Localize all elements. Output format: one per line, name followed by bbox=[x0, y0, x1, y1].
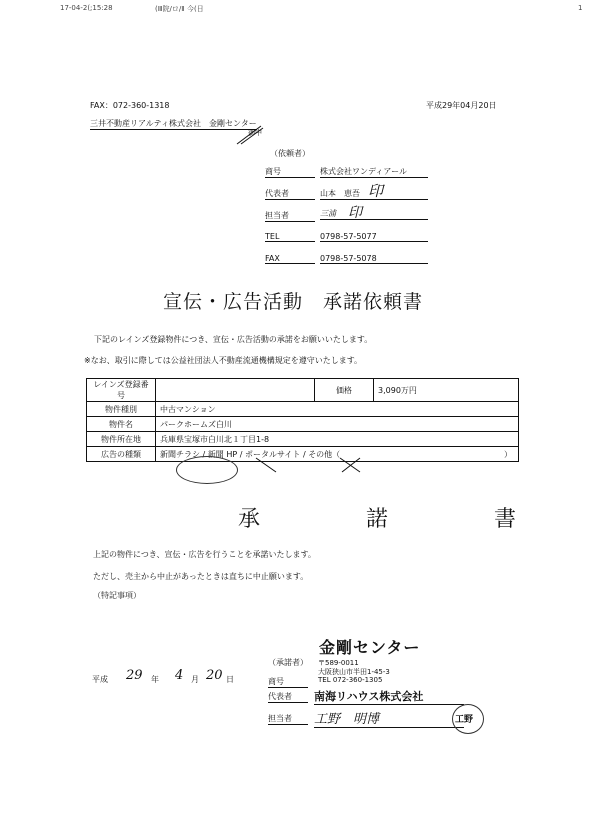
approver-heading: （承諾者） bbox=[268, 658, 308, 667]
table-row bbox=[87, 432, 519, 447]
table-row bbox=[87, 379, 519, 402]
fax-timestamp: 17-04-2(;15:28 bbox=[60, 4, 113, 12]
approval-date-year-unit: 年 bbox=[151, 675, 159, 684]
property-address-value: 兵庫県宝塚市白川北１丁目1-8 bbox=[156, 432, 519, 447]
property-table bbox=[86, 378, 519, 462]
approver-office: 金剛センター bbox=[319, 638, 421, 657]
approval-date-day: 20 bbox=[206, 668, 223, 683]
property-type-label: 物件種別 bbox=[87, 402, 156, 417]
requester-rep-seal: 印 bbox=[368, 182, 384, 200]
table-row bbox=[87, 417, 519, 432]
ad-option-other: その他（ bbox=[308, 449, 341, 459]
approver-trade-label: 商号 bbox=[268, 676, 308, 688]
property-type-value: 中古マンション bbox=[156, 402, 519, 417]
request-paragraph-2: ※なお、取引に際しては公益社団法人不動産流通機構規定を遵守いたします。 bbox=[84, 356, 363, 365]
approval-paragraph-1: 上記の物件につき、宣伝・広告を行うことを承諾いたします。 bbox=[93, 550, 316, 559]
fax-sender: (Ⅲ院/ロ/Ⅱ 今(日 bbox=[155, 5, 204, 13]
ad-option-newspaper: 新聞 bbox=[207, 449, 224, 459]
requester-rep-value: 山本 恵吾 bbox=[320, 188, 428, 200]
reins-label: レインズ登録番号 bbox=[87, 379, 156, 402]
property-name-label: 物件名 bbox=[87, 417, 156, 432]
approval-date-month-unit: 月 bbox=[191, 675, 199, 684]
request-title: 宣伝・広告活動 承諾依頼書 bbox=[163, 291, 424, 313]
approver-address: 大阪狭山市半田1-45-3 bbox=[318, 668, 390, 676]
fax-number: FAX：072-360-1318 bbox=[90, 101, 170, 110]
property-name-value: パークホームズ白川 bbox=[156, 417, 519, 432]
approver-rep-label: 代表者 bbox=[268, 691, 308, 703]
requester-fax-label: FAX bbox=[265, 254, 315, 264]
approver-seal bbox=[452, 704, 484, 734]
recipient-name: 三井不動産リアルティ株式会社 金剛センター bbox=[90, 119, 257, 128]
property-address-label: 物件所在地 bbox=[87, 432, 156, 447]
requester-heading: （依頼者） bbox=[270, 149, 310, 158]
requester-tel-label: TEL bbox=[265, 232, 315, 242]
honorific-strike-mark bbox=[235, 124, 265, 146]
requester-trade-value: 株式会社ワンディアール bbox=[320, 166, 428, 178]
approver-person-name: 工野 明博 bbox=[314, 708, 464, 728]
ad-option-other-close: ） bbox=[504, 449, 512, 459]
requester-trade-label: 商号 bbox=[265, 166, 315, 178]
requester-contact-label: 担当者 bbox=[265, 210, 315, 222]
approval-date-year: 29 bbox=[126, 668, 143, 683]
price-value: 3,090万円 bbox=[374, 379, 519, 402]
requester-contact-seal: 印 bbox=[348, 205, 362, 221]
approval-paragraph-2: ただし、売主から中止があったときは直ちに中止願います。 bbox=[93, 572, 309, 581]
ad-option-flyer: 新聞チラシ bbox=[160, 449, 200, 459]
approval-date-month: 4 bbox=[175, 668, 184, 683]
ad-type-options: 新聞チラシ / 新聞 HP / ポータルサイト / その他（ ） bbox=[156, 447, 519, 462]
ad-option-homepage: HP bbox=[226, 449, 238, 459]
approval-title: 承 諾 書 bbox=[238, 507, 559, 532]
price-label: 価格 bbox=[315, 379, 374, 402]
approver-seal-text: 工野 bbox=[455, 715, 474, 725]
document-date: 平成29年04月20日 bbox=[426, 101, 497, 110]
approver-person-label: 担当者 bbox=[268, 713, 308, 725]
flyer-circle-mark bbox=[176, 456, 238, 484]
requester-tel-value: 0798-57-5077 bbox=[320, 232, 428, 242]
approval-date-era: 平成 bbox=[92, 675, 108, 684]
approver-postal: 〒589-0011 bbox=[318, 659, 359, 667]
request-paragraph-1: 下記のレインズ登録物件につき、宣伝・広告活動の承諾をお願いいたします。 bbox=[94, 335, 373, 344]
approver-tel: TEL 072-360-1305 bbox=[318, 676, 383, 684]
reins-value bbox=[156, 379, 315, 402]
requester-rep-label: 代表者 bbox=[265, 188, 315, 200]
recipient-honorific: 御中 bbox=[248, 129, 262, 137]
table-row bbox=[87, 402, 519, 417]
fax-page-number: 1 bbox=[578, 4, 583, 12]
ad-option-portal: ポータルサイト bbox=[244, 449, 301, 459]
approver-company: 南海リハウス株式会社 bbox=[314, 688, 464, 705]
special-notes-heading: （特記事項） bbox=[93, 591, 141, 600]
ad-type-label: 広告の種類 bbox=[87, 447, 156, 462]
approval-date-day-unit: 日 bbox=[226, 675, 234, 684]
requester-contact-value: 三浦 bbox=[320, 208, 428, 220]
ad-option-strike-marks bbox=[250, 454, 370, 476]
requester-fax-value: 0798-57-5078 bbox=[320, 254, 428, 264]
